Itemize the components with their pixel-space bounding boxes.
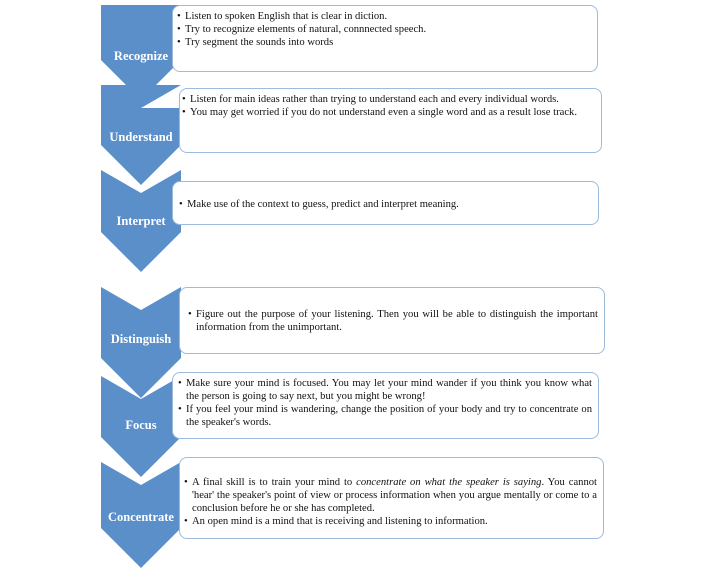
bullet-item: • Listen for main ideas rather than trying to understand each and every individual words. xyxy=(182,93,595,106)
bullet-item: • Try segment the sounds into words xyxy=(177,36,591,49)
bullet-item: • Make use of the context to guess, predict and interpret meaning. xyxy=(179,198,592,211)
bullet-item: • Try to recognize elements of natural, connnected speech. xyxy=(177,23,591,36)
step-label-understand: Understand xyxy=(109,130,173,144)
description-box-recognize xyxy=(172,5,598,72)
description-box-concentrate xyxy=(179,457,604,539)
bullet-item: • Figure out the purpose of your listening. Then you will be able to distinguish the important information from the unimportant. xyxy=(188,308,598,334)
step-label-distinguish: Distinguish xyxy=(110,332,172,346)
step-label-focus: Focus xyxy=(125,418,157,432)
bullet-item xyxy=(184,476,597,515)
emphasis-text: concentrate on what the speaker is saying xyxy=(356,477,542,488)
step-label-interpret: Interpret xyxy=(116,214,166,228)
step-label-concentrate: Concentrate xyxy=(108,510,174,524)
description-box-understand xyxy=(179,88,602,153)
description-box-interpret xyxy=(172,181,599,225)
bullet-item: • You may get worried if you do not understand even a single word and as a result lose track. xyxy=(182,106,595,119)
description-box-focus xyxy=(172,372,599,439)
bullet-item: • If you feel your mind is wandering, change the position of your body and try to concentrate on the speaker's words. xyxy=(178,403,592,429)
bullet-text: A final skill is to train your mind to xyxy=(192,477,357,488)
bullet-text: . You cannot 'hear' the speaker's point of view or process information when you argue mentally or come to a conclusion before he or she has completed. xyxy=(192,477,597,514)
bullet-item: • Listen to spoken English that is clear in diction. xyxy=(177,10,591,23)
bullet-item xyxy=(184,515,597,528)
bullet-text: An open mind is a mind that is receiving and listening to information. xyxy=(192,516,488,527)
description-box-distinguish xyxy=(179,287,605,354)
bullet-item: • Make sure your mind is focused. You may let your mind wander if you think you know what the person is going to say next, but you might be wrong! xyxy=(178,377,592,403)
step-label-recognize: Recognize xyxy=(113,49,169,63)
